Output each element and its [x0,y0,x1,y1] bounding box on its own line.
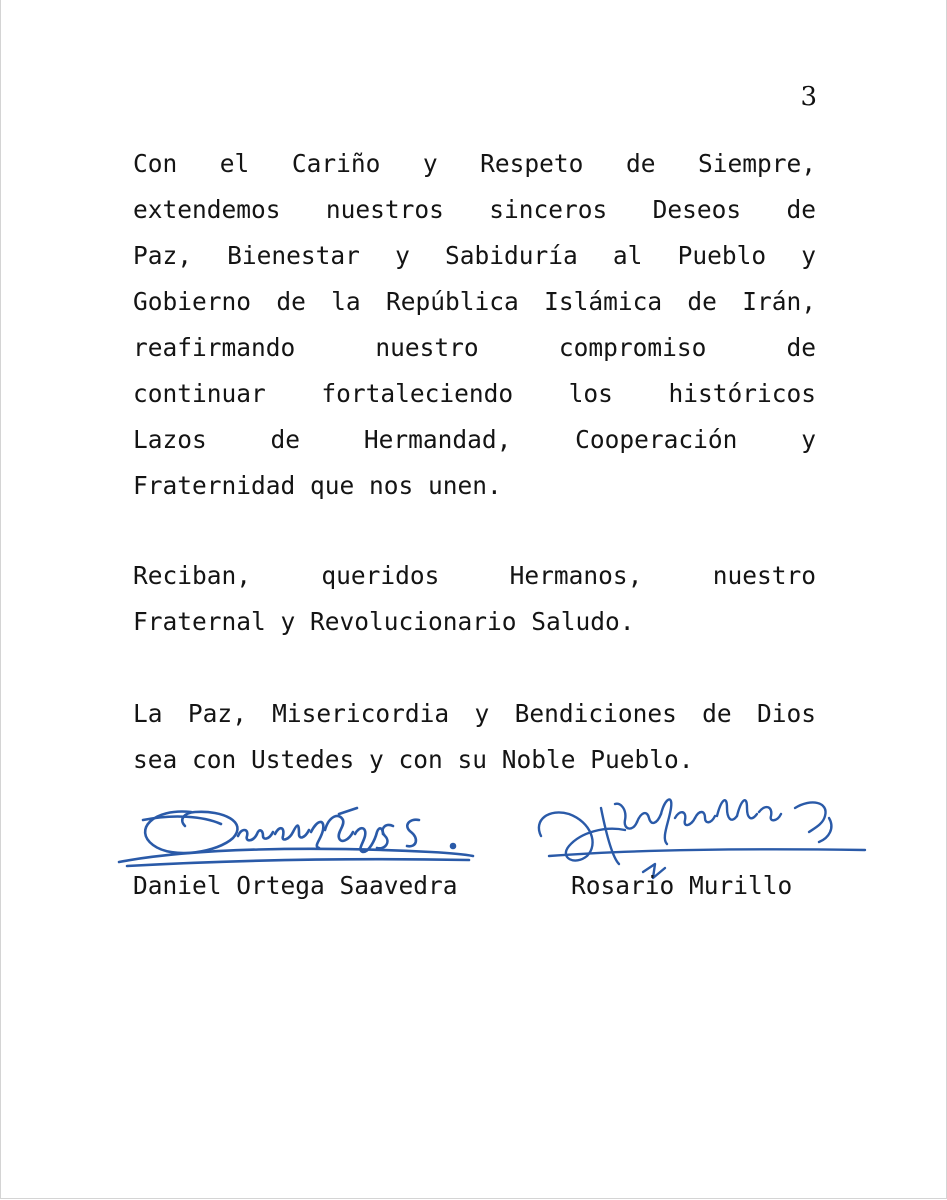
text-line: Con el Cariño y Respeto de Siempre, [133,149,816,178]
paragraph-salute [133,553,816,645]
page-number: 3 [800,82,817,112]
text-line: Paz, Bienestar y Sabiduría al Pueblo y [133,241,816,270]
text-line: Reciban, queridos Hermanos, nuestro [133,561,816,590]
text-line: Gobierno de la República Islámica de Irán, [133,287,816,316]
text-line: reafirmando nuestro compromiso de [133,333,816,362]
text-line: Fraternal y Revolucionario Saludo. [133,607,635,636]
text-line: La Paz, Misericordia y Bendiciones de Dios [133,699,816,728]
signatory-name-ortega: Daniel Ortega Saavedra [133,871,458,900]
text-line: Lazos de Hermandad, Cooperación y [133,425,816,454]
text-line: continuar fortaleciendo los históricos [133,379,816,408]
paragraph-greetings [133,141,816,509]
text-line: extendemos nuestros sinceros Deseos de [133,195,816,224]
signatory-name-murillo: Rosario Murillo [571,871,793,900]
text-line: sea con Ustedes y con su Noble Pueblo. [133,745,694,774]
text-line: Fraternidad que nos unen. [133,471,502,500]
